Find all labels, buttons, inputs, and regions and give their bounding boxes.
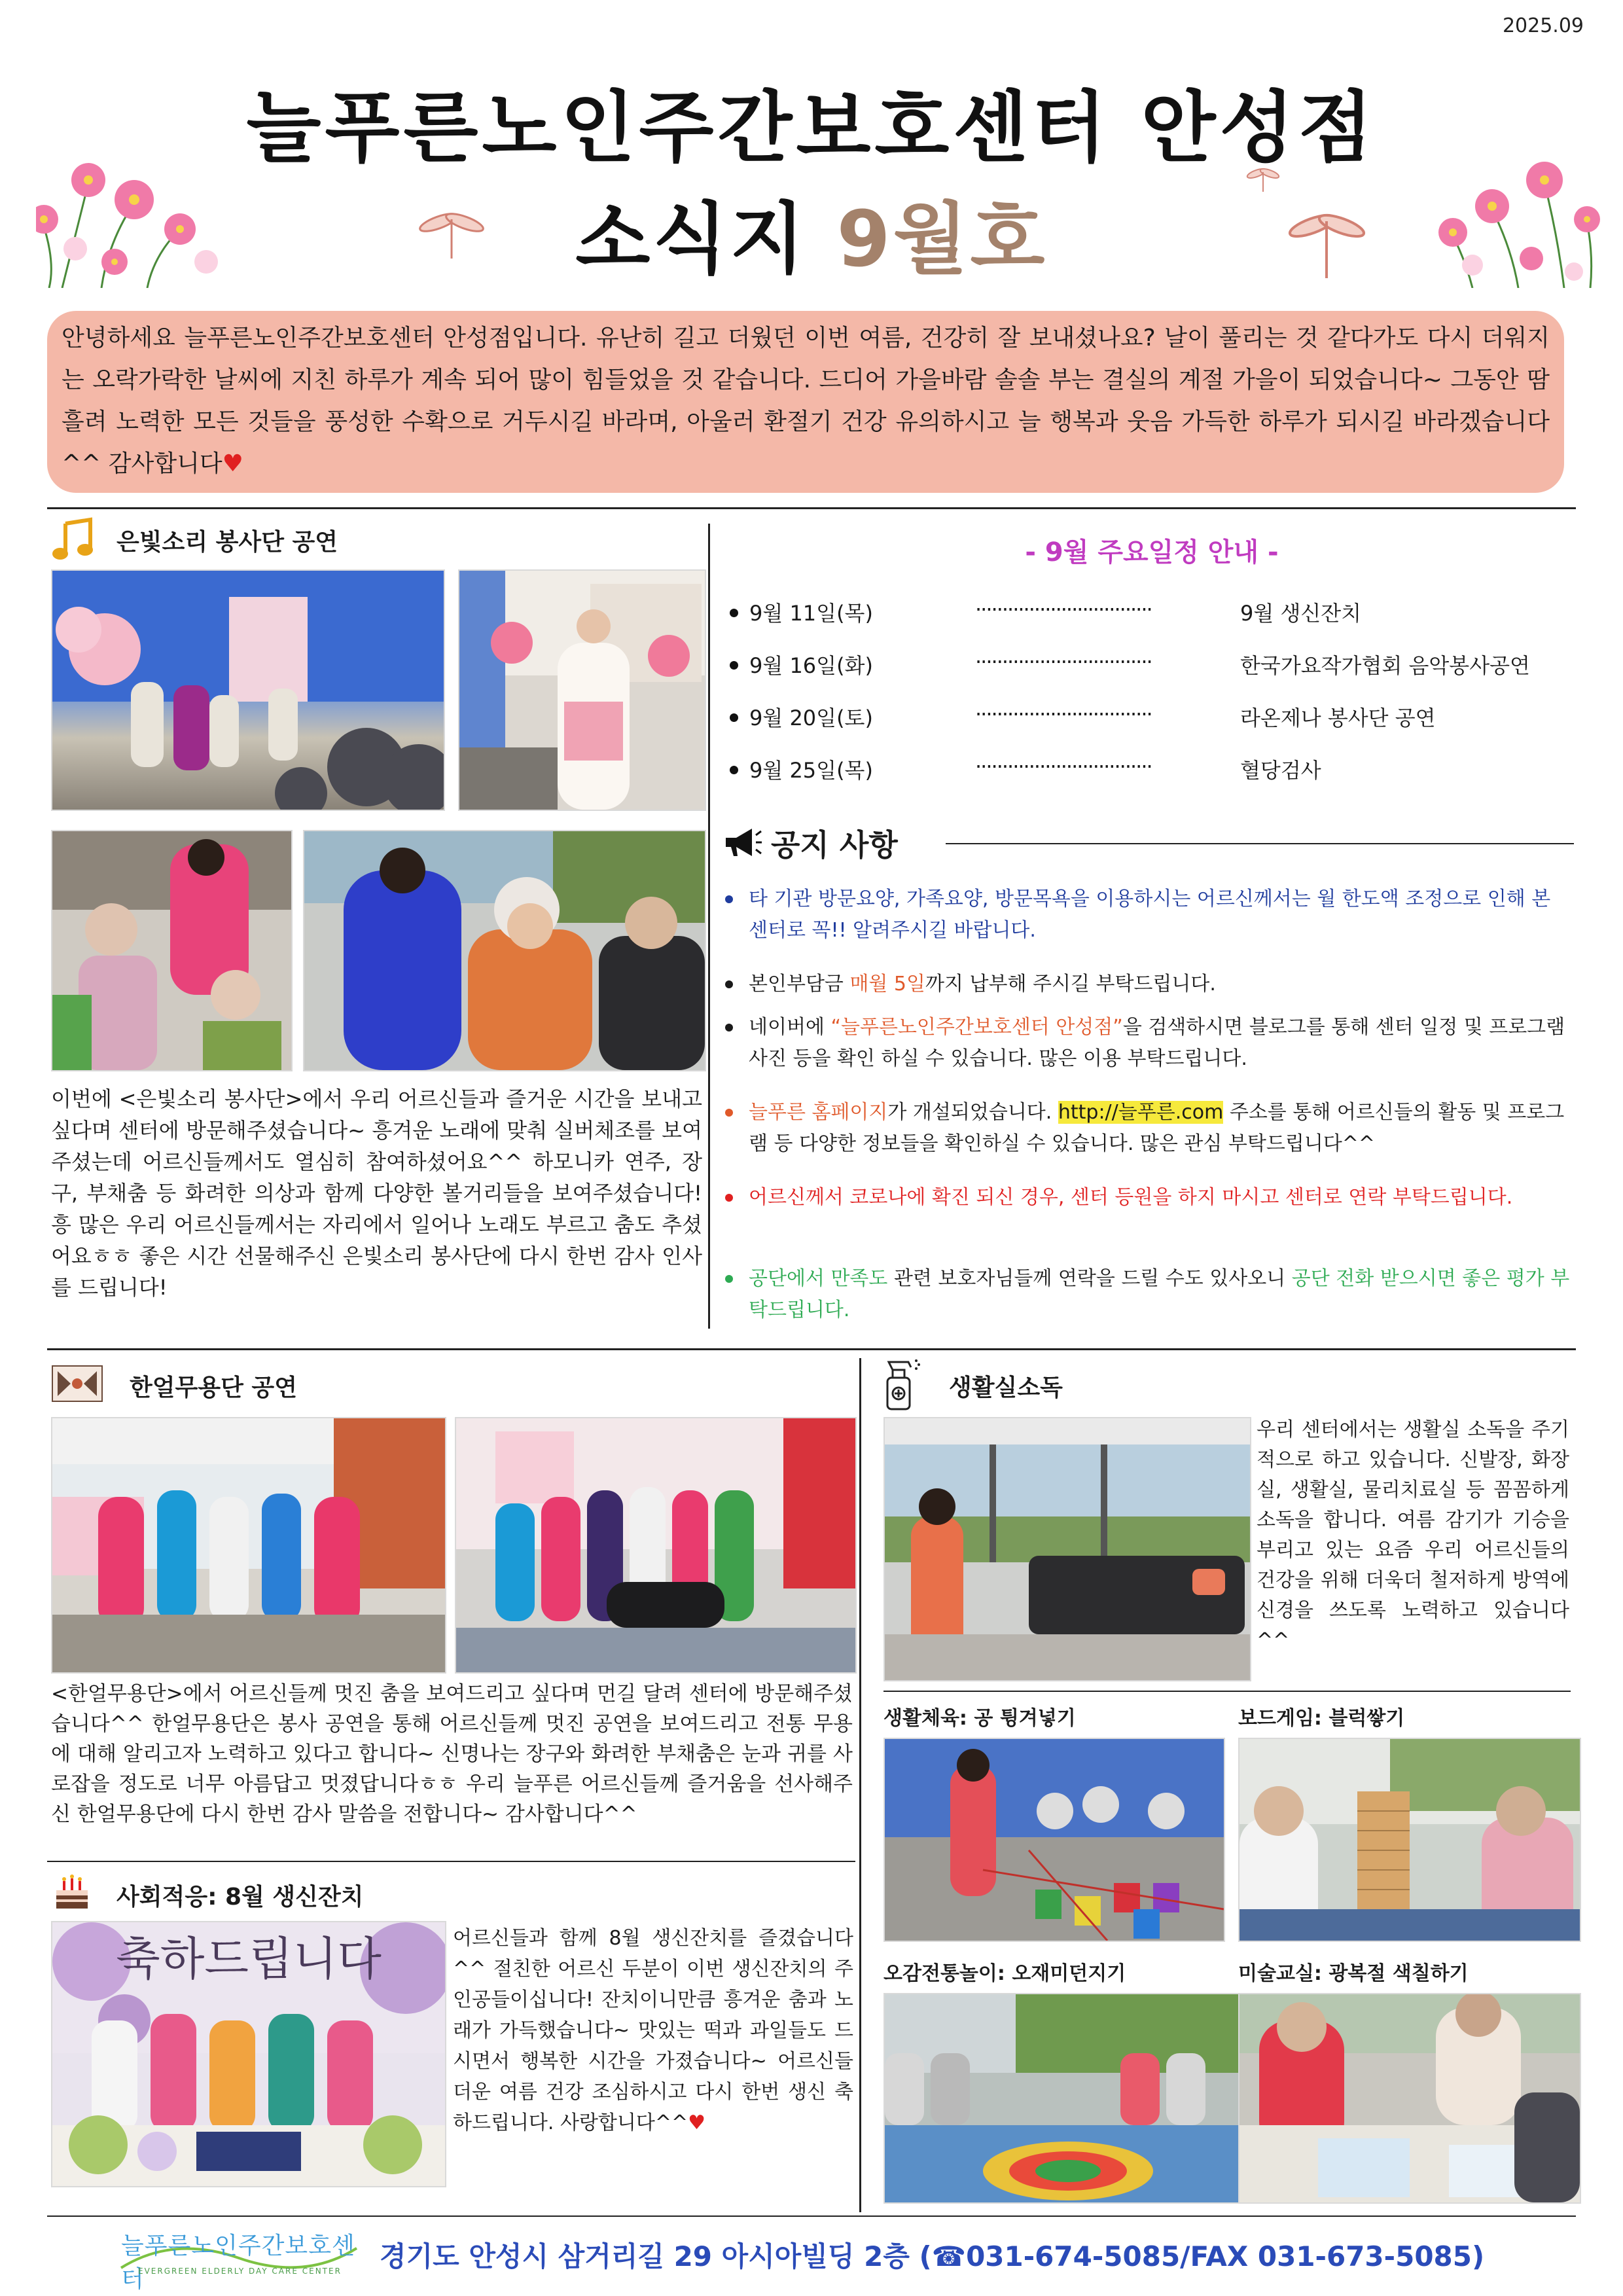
bullet-icon xyxy=(725,1275,733,1283)
footer-address: 경기도 안성시 삼거리길 29 아시아빌딩 2층 (☎031-674-5085/FAX 031-673-5085) xyxy=(380,2240,1485,2272)
photo-silver-laughing xyxy=(303,830,706,1071)
schedule-row xyxy=(723,649,1580,682)
photo-silver-elders xyxy=(51,830,293,1071)
schedule-date: 9월 16일(화) xyxy=(749,653,873,678)
photo-dance-performance xyxy=(51,1417,446,1674)
divider xyxy=(47,1861,855,1862)
activity-title: 오감전통놀이: 오재미던지기 xyxy=(883,1962,1126,1985)
photo-activity-coloring xyxy=(1238,1993,1581,2204)
subtitle-label: 소식지 xyxy=(575,194,837,284)
schedule-date: 9월 25일(목) xyxy=(749,758,873,783)
notice-text xyxy=(749,1263,1575,1326)
schedule-leader: ································· xyxy=(975,702,1152,726)
notice-item xyxy=(725,1263,1575,1326)
notice-segment: 가 개설되었습니다. xyxy=(887,1101,1058,1124)
notice-segment: “늘푸른노인주간보호센터 안성점” xyxy=(830,1016,1123,1039)
notice-segment: 공단에서 만족도 xyxy=(749,1267,888,1290)
bullet-icon xyxy=(725,895,733,903)
footer-rule xyxy=(47,2215,1576,2217)
notice-segment: 을 검색하시면 블로그를 통해 센터 일정 및 프로그램 사진 등을 확인 하실 수 있습니다. 많은 이용 부탁드립니다. xyxy=(749,1016,1565,1070)
bullet-icon xyxy=(725,1194,733,1202)
bullet-icon xyxy=(730,766,738,774)
notice-segment: 매월 5일 xyxy=(849,973,926,996)
photo-disinfection xyxy=(883,1417,1251,1681)
schedule-title: - 9월 주요일정 안내 - xyxy=(1025,537,1279,567)
folding-fan-icon xyxy=(51,1365,103,1405)
heart-icon: ♥ xyxy=(688,2111,706,2134)
notice-item xyxy=(725,969,1575,1000)
schedule-leader: ································· xyxy=(975,754,1152,779)
notice-segment: 공단 전화 받으시면 좋은 평가 부탁드립니다. xyxy=(749,1267,1570,1321)
section-text-disinfect: 우리 센터에서는 생활실 소독을 주기적으로 하고 있습니다. 신발장, 화장실, 생활실, 물리치료실 등 꼼꼼하게 소독을 합니다. 여름 감기가 기승을 부리고 있는 요즘 우리 어르신들의 건강을 위해 더욱더 철저하게 방역에 신경을 쓰도록 노력하고 있습니다^^ xyxy=(1257,1418,1569,1652)
notice-text xyxy=(749,969,1575,1000)
schedule-event: 9월 생신잔치 xyxy=(1240,601,1362,626)
schedule-event: 혈당검사 xyxy=(1240,758,1321,783)
divider xyxy=(47,1348,1576,1350)
music-note-icon xyxy=(51,517,97,565)
intro-text: 안녕하세요 늘푸른노인주간보호센터 안성점입니다. 유난히 길고 더웠던 이번 여름, 건강히 잘 보내셨나요? 날이 풀리는 것 같다가도 다시 더워지는 오락가락한 날씨에 지친 하루가 계속 되어 많이 힘들었을 것 같습니다. 드디어 가을바람 솔솔 부는 결실의 계절 가을이 되었습니다~ 그동안 땀흘려 노력한 모든 것들을 풍성한 수확으로 거두시길 바라며, 아울러 환절기 건강 유의하시고 늘 행복과 웃음 가득한 하루가 되시길 바라겠습니다^^ 감사합니다 xyxy=(62,325,1550,477)
bullet-icon xyxy=(730,609,738,617)
notice-segment: 본인부담금 xyxy=(749,973,850,996)
footer-logo xyxy=(115,2222,363,2293)
notice-item xyxy=(725,884,1575,946)
birthday-text: 어르신들과 함께 8월 생신잔치를 즐겼습니다^^ 절친한 어르신 두분이 이번 생신잔치의 주인공들이십니다! 잔치이니만큼 흥겨운 춤과 노래가 가득했습니다~ 맛있는 떡과 과일들도 드시면서 행복한 시간을 가졌습니다~ 어르신들 더운 여름 건강 조심하시고 다시 한번 생신 축하드립니다. 사랑합니다^^ xyxy=(453,1927,853,2134)
photo-activity-ball xyxy=(883,1738,1225,1942)
schedule-event: 한국가요작가협회 음악봉사공연 xyxy=(1240,653,1530,678)
intro-box xyxy=(47,311,1564,493)
notice-segment: 어르신께서 코로나에 확진 되신 경우, 센터 등원을 하지 마시고 센터로 연락 부탁드립니다. xyxy=(749,1186,1513,1209)
schedule-leader: ································· xyxy=(975,597,1152,622)
notice-segment: 관련 보호자님들께 연락을 드릴 수도 있사오니 xyxy=(887,1267,1292,1290)
logo-subtext: EVERGREEN ELDERLY DAY CARE CENTER xyxy=(138,2267,342,2276)
section-title-dance: 한얼무용단 공연 xyxy=(130,1374,297,1401)
schedule-date: 9월 20일(토) xyxy=(749,706,873,730)
subtitle-month: 9월호 xyxy=(836,194,1048,284)
photo-dance-group xyxy=(455,1417,857,1674)
schedule-row xyxy=(723,702,1580,734)
spray-bottle-icon xyxy=(882,1358,923,1414)
section-text-dance: <한얼무용단>에서 어르신들께 멋진 춤을 보여드리고 싶다며 먼길 달려 센터에 방문해주셨습니다^^ 한얼무용단은 봉사 공연을 통해 어르신들께 멋진 공연을 보여드리고 전통 무용에 대해 알리고자 노력하고 있다고 합니다~ 신명나는 장구와 화려한 부채춤은 눈과 귀를 사로잡을 정도로 너무 아름답고 멋졌답니다ㅎㅎ 우리 늘푸른 어르신들께 즐거움을 선사해주신 한얼무용단에 다시 한번 감사 말씀을 전합니다~ 감사합니다^^ xyxy=(51,1682,853,1826)
schedule-leader: ································· xyxy=(975,649,1152,674)
divider xyxy=(883,1691,1571,1692)
notice-segment: 타 기관 방문요양, 가족요양, 방문목욕을 이용하시는 어르신께서는 월 한도액 조정으로 인해 본 센터로 꼭!! 알려주시길 바랍니다. xyxy=(749,888,1551,942)
page-subtitle xyxy=(0,177,1623,288)
photo-birthday-party xyxy=(51,1921,446,2187)
photo-silver-fan-dance xyxy=(458,569,706,811)
page-title: 늘푸른노인주간보호센터 안성점 xyxy=(246,82,1377,173)
notice-item xyxy=(725,1182,1575,1213)
photo-activity-beanbag xyxy=(883,1993,1249,2204)
schedule-event: 라온제나 봉사단 공연 xyxy=(1240,706,1436,730)
section-text-silver: 이번에 <은빛소리 봉사단>에서 우리 어르신들과 즐거운 시간을 보내고 싶다며 센터에 방문해주셨습니다~ 흥겨운 노래에 맞춰 실버체조를 보여주셨는데 어르신들께서도 열심히 참여하셨어요^^ 하모니카 연주, 장구, 부채춤 등 화려한 의상과 함께 다양한 볼거리들을 보여주셨습니다! 흥 많은 우리 어르신들께서는 자리에서 일어나 노래도 부르고 춤도 추셨어요ㅎㅎ 좋은 시간 선물해주신 은빛소리 봉사단에 다시 한번 감사 인사를 드립니다! xyxy=(51,1086,702,1300)
logo-text: 늘푸른노인주간보호센터 xyxy=(121,2233,355,2293)
issue-date: 2025.09 xyxy=(1502,14,1584,37)
notice-segment: 주소를 통해 어르신들의 활동 및 프로그램 등 다양한 정보들을 확인하실 수 있습니다. 많은 관심 부탁드립니다^^ xyxy=(749,1101,1565,1155)
schedule-row xyxy=(723,754,1580,787)
bullet-icon xyxy=(730,661,738,670)
activity-title: 생활체육: 공 튕겨넣기 xyxy=(883,1707,1076,1730)
section-title-disinfect: 생활실소독 xyxy=(949,1374,1063,1401)
divider xyxy=(47,507,1576,509)
notice-rule xyxy=(946,843,1574,844)
column-divider xyxy=(708,524,710,1329)
homepage-link[interactable]: http://늘푸른.com xyxy=(1058,1101,1224,1124)
notice-item xyxy=(725,1012,1575,1075)
schedule-row xyxy=(723,597,1580,630)
bullet-icon xyxy=(725,980,733,988)
birthday-banner-text: 축하드립니다 xyxy=(116,1932,382,1986)
section-title-silver: 은빛소리 봉사단 공연 xyxy=(116,529,338,556)
section-text-birthday xyxy=(453,1923,853,2138)
bullet-icon xyxy=(725,1109,733,1117)
photo-activity-blocks xyxy=(1238,1738,1581,1942)
column-divider xyxy=(859,1358,861,2212)
megaphone-icon xyxy=(722,826,762,861)
notice-text xyxy=(749,1012,1575,1075)
notice-segment: 까지 납부해 주시길 부탁드립니다. xyxy=(925,973,1216,996)
notice-segment: 늘푸른 홈페이지 xyxy=(749,1101,888,1124)
photo-silver-dance xyxy=(51,569,445,811)
schedule-date: 9월 11일(목) xyxy=(749,601,873,626)
activity-title: 미술교실: 광복절 색칠하기 xyxy=(1238,1962,1469,1985)
bullet-icon xyxy=(725,1024,733,1031)
cake-icon xyxy=(51,1871,93,1915)
activity-title: 보드게임: 블럭쌓기 xyxy=(1238,1707,1405,1730)
notice-title: 공지 사항 xyxy=(771,827,898,863)
notice-text xyxy=(749,1182,1575,1213)
notice-text xyxy=(749,884,1575,946)
notice-item xyxy=(725,1097,1575,1160)
heart-icon: ♥ xyxy=(222,450,243,477)
section-title-birthday: 사회적응: 8월 생신잔치 xyxy=(116,1884,364,1910)
notice-segment: 네이버에 xyxy=(749,1016,831,1039)
notice-text xyxy=(749,1097,1575,1160)
bullet-icon xyxy=(730,713,738,722)
